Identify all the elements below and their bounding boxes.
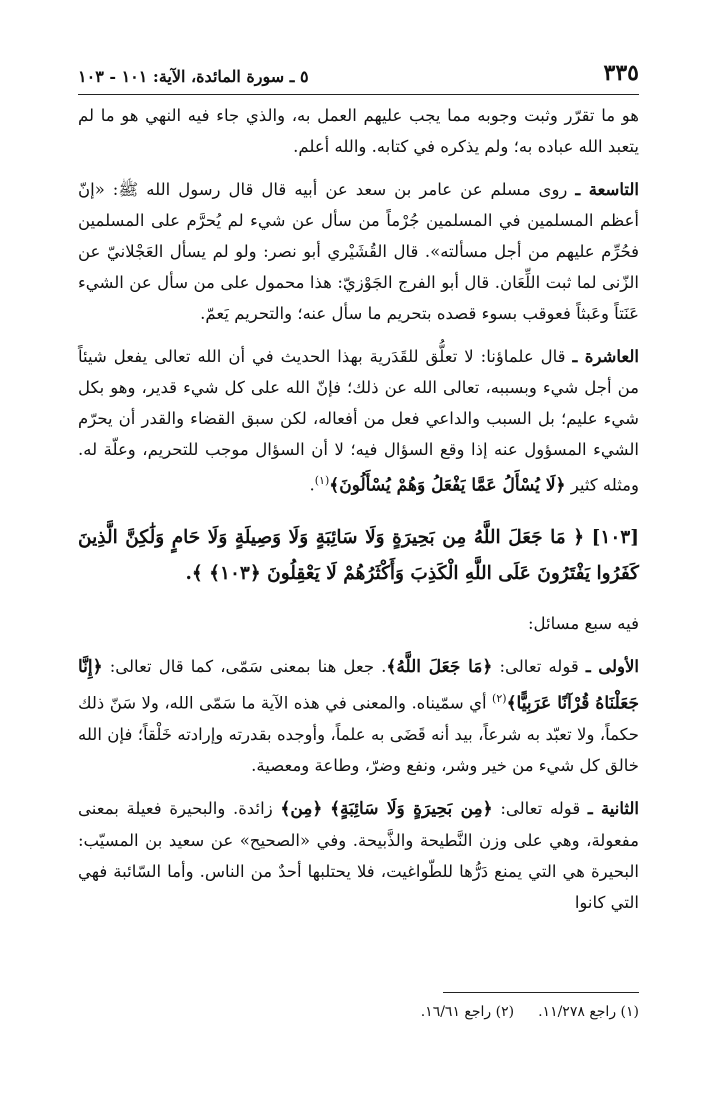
verse-tail: .: [185, 562, 192, 584]
footnote-ref: (١): [314, 474, 330, 487]
quran-quote: ﴿لَا يُسْأَلُ عَمَّا يَفْعَلُ وَهُمْ يُسْأَلُونَ﴾: [329, 475, 566, 496]
issue-label: الأولى ـ: [585, 656, 640, 676]
paragraph-text: هو ما تقرّر وثبت وجوبه مما يجب عليهم العمل به، والذي جاء فيه النهي هو ما لم يتعبد الله عباده به؛ ولم يذكره في كتابه. والله أعلم.: [78, 106, 639, 156]
paragraph-second: [78, 793, 639, 918]
quran-quote: ﴿مَا جَعَلَ اللَّهُ﴾: [386, 656, 493, 677]
paragraph-text: روى مسلم عن عامر بن سعد عن أبيه قال قال رسول الله ﷺ: «إنّ أعظم المسلمين في المسلمين جُرْماً من سأل عن شيء لم يُحرَّم على المسلمين فحُرِّم عليهم من أجل مسألته». قال القُشَيْري أبو نصر: ولو لم يسأل العَجْلانيّ عن الزّنى لما ثبت اللِّعَان. قال أبو الفرج الجَوْزيّ: هذا محمول على من سأل عن الشيء عَنَتاً وعَبثاً فعوقب بسوء قصده بتحريم ما سأل عنه؛ والتحريم يَعمّ.: [78, 180, 639, 323]
paragraph-first: [78, 651, 639, 782]
paragraph-text: زائدة. والبحيرة فعيلة بمعنى مفعولة، وهي على وزن النَّطيحة والذَّبيحة. وفي «الصحيح» عن سعيد بن المسيّب: البحيرة هي التي يمنع دَرُّها للطّواغيت، فلا يحتلبها أحدٌ من الناس. وأما السّائبة فهي التي كانوا: [78, 799, 639, 912]
quran-quote: ﴿إِنَّا جَعَلْنَاهُ قُرْآنًا عَرَبِيًّا﴾: [78, 656, 639, 713]
body-text: [78, 100, 639, 930]
footnote-1: (١) راجع ١١/٢٧٨.: [538, 1004, 639, 1020]
paragraph-ninth: [78, 174, 639, 329]
footnote-2: (٢) راجع ١٦/٦١.: [420, 1004, 515, 1020]
paragraph-tail: .: [309, 475, 315, 495]
verse-block: [78, 520, 639, 592]
quran-quote: ﴿مِن﴾: [280, 799, 323, 819]
running-title: ٥ ـ سورة المائدة، الآية: ١٠١ - ١٠٣: [78, 67, 309, 86]
page-header: [78, 56, 639, 86]
quran-quote: ﴿مِن بَحِيرَةٍ وَلَا سَائِبَةٍ﴾: [330, 799, 493, 819]
paragraph-text: أي سمّيناه. والمعنى في هذه الآية ما سَمّى الله، ولا سَنّ ذلك حكماً، ولا تعبّد به شرعاً، بيد أنه قَضَى به علماً، وأوجده بقدرته وإرادته خَلْقاً؛ فإن الله خالق كل شيء من خير وشر، ونفع وضرّ، وطاعة ومعصية.: [78, 693, 639, 775]
footnote-rule: [443, 992, 639, 993]
footnote-ref: (٢): [492, 691, 507, 705]
paragraph-pre: قوله تعالى:: [499, 656, 579, 676]
page-number: ٣٣٥: [603, 60, 639, 86]
issue-label: التاسعة ـ: [575, 180, 640, 199]
paragraph-mid: . جعل هنا بمعنى سَمّى، كما قال تعالى:: [109, 656, 387, 676]
verse-text: ﴿ مَا جَعَلَ اللَّهُ مِن بَحِيرَةٍ وَلَا سَائِبَةٍ وَلَا وَصِيلَةٍ وَلَا حَامٍ وَلَٰكِنَّ الَّذِينَ كَفَرُوا يَفْتَرُونَ عَلَى اللَّهِ الْكَذِبَ وَأَكْثَرُهُمْ لَا يَعْقِلُونَ ﴿١٠٣﴾ ﴾: [78, 526, 639, 584]
verse-number: [١٠٣]: [591, 526, 639, 548]
paragraph-pre: قوله تعالى:: [500, 799, 581, 818]
paragraph-text: قال علماؤنا: لا تعلُّق للقَدَرية بهذا الحديث في أن الله تعالى يفعل شيئاً من أجل شيء وبسببه، تعالى الله عن ذلك؛ فإنّ الله على كل شيء قدير، وهو بكل شيء عليم؛ بل السبب والداعي فعل من أفعاله، لكن سبق القضاء والقدر أن يحرّم الشيء المسؤول عنه إذا وقع السؤال فيه؛ لا أن السؤال موجب للتحريم، وعلّة له. ومثله كثير: [78, 347, 639, 495]
issue-label: الثانية ـ: [587, 799, 639, 818]
footnotes: [78, 1004, 639, 1020]
intro-line: فيه سبع مسائل:: [527, 613, 639, 633]
paragraph-tenth: [78, 341, 639, 502]
header-rule: [78, 94, 639, 95]
paragraph-continuation: [78, 100, 639, 162]
issue-label: العاشرة ـ: [572, 347, 639, 366]
